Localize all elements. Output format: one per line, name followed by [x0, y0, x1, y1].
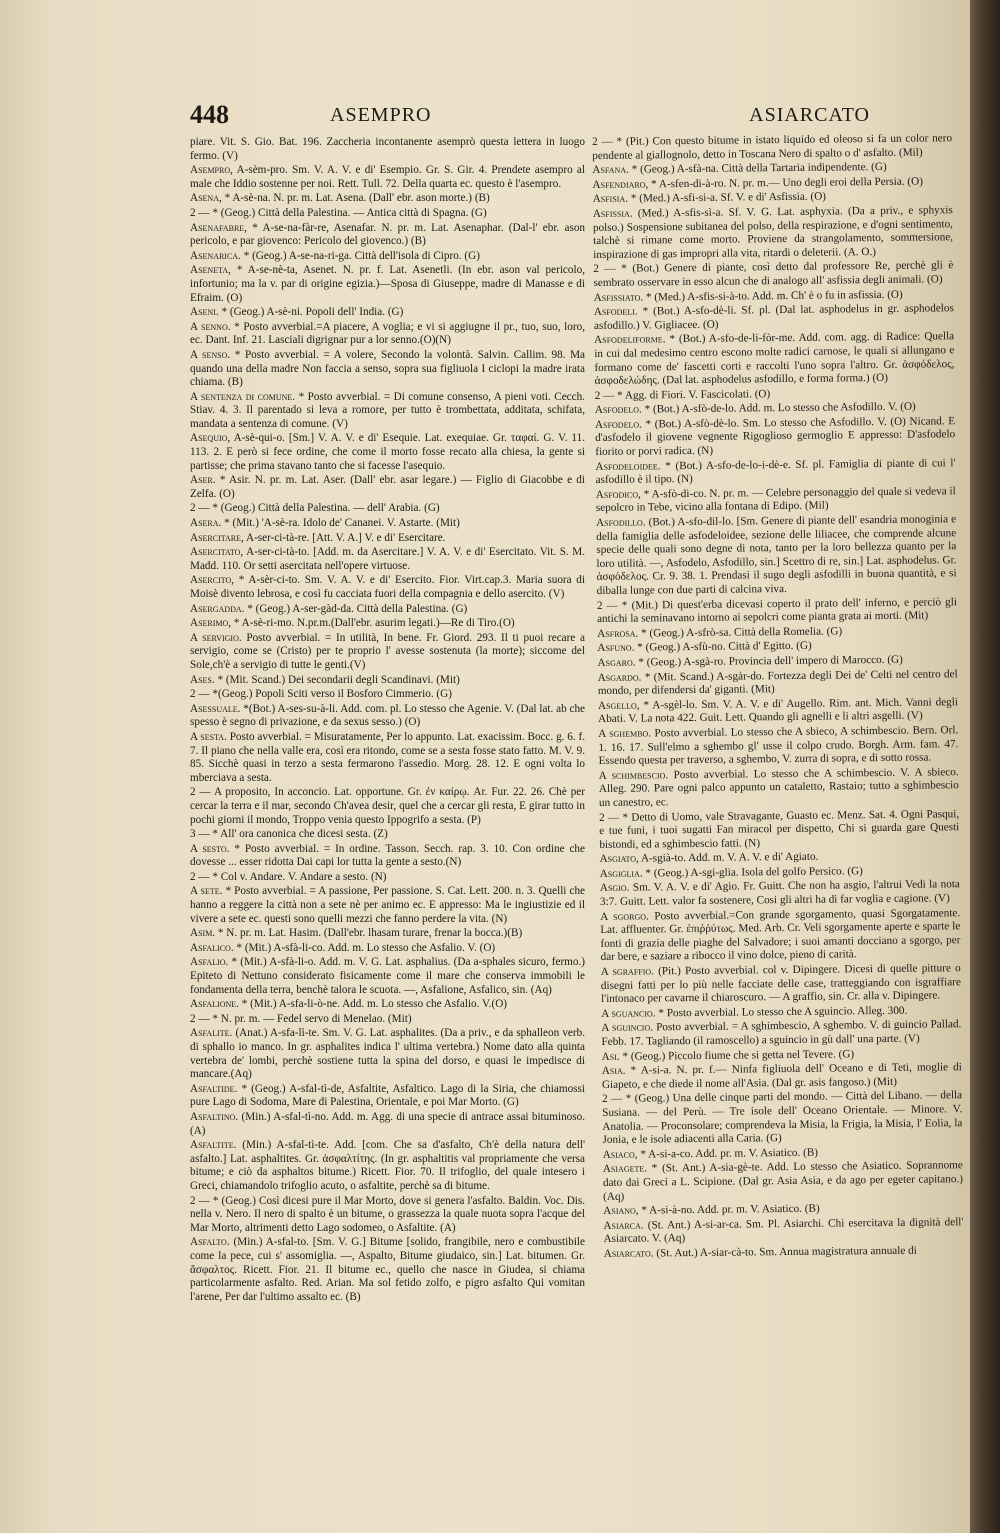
entry-lemma: Asfodico, [595, 488, 641, 501]
dictionary-entry [190, 306, 585, 320]
entry-lemma: Asempro, [190, 164, 233, 177]
entry-lemma: A schimbescio. [598, 768, 669, 782]
dictionary-entry [593, 204, 954, 262]
entry-text: * A-si-a. N. pr. f.— Ninfa figliuola dell' Oceano e di Teti, moglie di Giapeto, e che diede il nome all'Asia. (Dal gr. asis fangoso.) (Mit) [601, 1061, 962, 1091]
entry-text: A proposito, In acconcio. Lat. opportune. Gr. ἐν καίρῳ. Ar. Fur. 22. 26. Chè per cercar la terra e il mar, secondo Ch'avea desir, quel che a cercar gli resta, E girar tutto in pochi giorni il mondo, Troppo venia questo Ippogrifo a sesta. (P) [190, 786, 585, 826]
entry-text: * Posto avverbial. = Di comune consenso, A pieni voti. Cecch. Stiav. 4. 3. Il parentado si leva a romore, per tutto è trombettata, additata, schifata, mandata a sentenza di comune. (V) [190, 390, 585, 430]
dictionary-entry [190, 1139, 585, 1193]
entry-lemma: Asfisia. [592, 193, 629, 206]
dictionary-entry [190, 502, 585, 516]
entry-lemma: Asfaltite. [190, 1139, 237, 1152]
dictionary-entry [190, 321, 585, 348]
entry-lemma: 2 — [190, 786, 211, 799]
dictionary-entry [599, 766, 959, 811]
entry-text: * Col v. Andare. V. Andare a sesto. (N) [212, 870, 387, 883]
dictionary-entry [190, 786, 585, 827]
dictionary-entry [190, 1013, 585, 1027]
entry-text: * (Geog.) Una delle cinque parti del mondo. — Città del Libano. — della Susiana. — del Perù. — Tre isole dell' Oceano Orientale. — Minore. V. Anatolia. — Proconsolare; comprendeva la Misia, la Frigia, la Misia, l' Eolia, la Jonia, e le isole adiacenti alla Caria. (G) [602, 1089, 963, 1147]
dictionary-entry [190, 474, 585, 501]
right-column [592, 132, 966, 1506]
entry-text: * A-sèr-ci-to. Sm. V. A. V. e di' Esercito. Fior. Virt.cap.3. Maria suora di Moisè divento lebrosa, e così fu cacciata fuori della compagnia e dello asercito. (V) [190, 574, 585, 600]
entry-lemma: 2 — [596, 599, 618, 612]
entry-lemma: Asfaltide. [190, 1082, 238, 1095]
entry-text: (St. Ant.) A-si-ar-ca. Sm. Pl. Asiarchi. Chi esercitava la dignità dell' Asiarcato. V. (Aq) [603, 1215, 964, 1246]
running-head-left: ASEMPRO [330, 104, 432, 126]
entry-text: Posto avverbial.=Con grande sgorgamento, quasi Sgorgatamente. Lat. affluenter. Gr. ἐπιῤῥύτως. Med. Arb. Cr. Veli sgorgamente aperte e sparte le fonti di grazia delle piaghe del Salvadore; i suoi amanti docciano a sgorgo, per dar bere, e saziare a ribocco il vino dolce, pieno di carità. [600, 906, 961, 964]
entry-text: * Detto di Uomo, vale Stravagante, Guasto ec. Menz. Sat. 4. Ogni Pasqui, e tue funi, i tuoi sugatti Fan miracol per dispetto, Chi si guarda gare Questi bistondi, ed a sghimbescio fatti. (N) [599, 807, 960, 851]
entry-lemma: Asfendiaro, [592, 178, 649, 191]
entry-text: * (Geog.) Città della Palestina. — Antica città di Spagna. (G) [212, 206, 487, 219]
entry-text: * Agg. di Fiori. V. Fascicolati. (O) [617, 387, 771, 402]
dictionary-entry [598, 724, 958, 769]
entry-lemma: A sete. [190, 885, 223, 898]
entry-text: * (Geog.) A-sfù-no. Città d' Egitto. (G) [637, 640, 812, 654]
entry-text: * N. pr. m. — Fedel servo di Menelao. (Mit) [212, 1012, 412, 1025]
entry-text: * Posto avverbial.=A piacere, A voglia; e vi si aggiugne il pr., tuo, suo, loro, ec. Dant. Inf. 21. Lasciali digrignar pur a lor senno.(O)(N) [190, 320, 585, 347]
entry-text: * (Mit. Scand.) A-sgàr-do. Fortezza degli Dei de' Celti nel centro del mondo, per difendersi da' giganti. (Mit) [597, 667, 958, 698]
dictionary-entry [190, 998, 585, 1012]
book-edge [970, 0, 1000, 1533]
dictionary-entry [190, 546, 585, 573]
dictionary-entry [594, 302, 954, 333]
entry-text: (Min.) A-sfal-to. [Sm. V. G.] Bitume [solido, frangibile, nero e combustibile come la pece, cui s' assomiglia. —, Aspalto, Bitume giudaico, sin.] Lat. bitumen. Gr. ἄσφαλτος. Ricett. Fior. 21. Il bitume ec., quello che nasce in Giudea, si chiama particolarmente asfalto. Red. Arian. Ma sol fetido zolfo, e pigro asfalto Qui vomitan l'arene, Per dar l'ultimo assalto ec. (B) [190, 1236, 585, 1303]
dictionary-entry [601, 962, 961, 1007]
dictionary-entry [190, 207, 585, 221]
dictionary-entry [190, 264, 585, 305]
entry-text: Posto avverbial. Lo stesso che A schimbescio. V. A sbieco. Alleg. 290. Pare ogni palco appunto un cataletto, Rastaio; tutto a sghimbescio un canestro, ec. [598, 765, 959, 809]
running-head-right: ASIARCATO [749, 104, 870, 126]
entry-text: * A-si-à-no. Add. pr. m. V. Asiatico. (B) [641, 1202, 820, 1217]
entry-text: * (Mit.) A-sfà-li-o. Add. m. V. G. Lat. asphalius. (Da a-sphales sicuro, fermo.) Epiteto di Nettuno considerato fisicamente come il mare che conserva immobili le fondamenta della terra, benchè talora le scuota. —, Asfalione, Asfalico, sin. (Aq) [190, 956, 585, 996]
dictionary-entry [599, 808, 959, 853]
entry-lemma: Asfodelo. [594, 403, 642, 417]
entry-lemma: Aseneta, [190, 264, 231, 277]
dictionary-entry [602, 1061, 962, 1092]
entry-lemma: Aseni. [190, 306, 219, 319]
entry-text: * A-sè-ri-mo. N.pr.m.(Dall'ebr. asurim legati.)—Re di Tiro.(O) [233, 617, 515, 630]
entry-lemma: 2 — [599, 811, 620, 824]
dictionary-entry [592, 132, 952, 163]
entry-text: * (Geog.) A-sgi-glia. Isola del golfo Persico. (G) [645, 865, 863, 880]
dictionary-entry [603, 1216, 963, 1247]
entry-text: * A-sgèl-lo. Sm. V. A. V. e di' Augello. Rim. ant. Mich. Vanni degli Abati. V. La nota 422. Guit. Lett. Quando gli agnelli e li altri asgelli. (V) [598, 695, 959, 726]
dictionary-entry [190, 1236, 585, 1304]
entry-text: * A-si-a-co. Add. pr. m. V. Asiatico. (B) [640, 1146, 819, 1161]
dictionary-entry [190, 432, 585, 473]
dictionary-entry [190, 731, 585, 785]
entry-text: * (Geog.) A-sfà-na. Città della Tartaria indipendente. (G) [631, 161, 887, 176]
entry-lemma: Ases. [190, 673, 215, 686]
entry-lemma: Asfalione. [190, 998, 239, 1011]
entry-text: * (Geog.) Piccolo fiume che si getta nel Tevere. (G) [622, 1047, 855, 1063]
entry-lemma: Aserimo, [190, 617, 232, 630]
dictionary-entry [190, 617, 585, 631]
entry-lemma: A senno. [190, 320, 231, 333]
dictionary-entry [190, 1195, 585, 1236]
entry-lemma: 2 — [190, 870, 210, 883]
entry-text: (Bot.) A-sfo-dil-lo. [Sm. Genere di piante dell' esandria monoginia e della famiglia delle asfodeloidee, sezione delle liliacee, che comprende alcune specie delle quali sono degne di nota, tanto per la loro bellezza quanto per la loro utilità. —, Asfodelo, Asfodillo, sin.] Scettro di re, sin.] Lat. asphodelus. Gr. ἀσφόδελος. Cr. 9. 38. 1. Prendasi il sugo degli asfodilli in buona quantità, e si diballa lunge con due parti di calcina viva. [596, 513, 957, 597]
entry-lemma: Asiano, [603, 1204, 639, 1218]
entry-text: * Posto avverbial. = A volere, Secondo la volontà. Salvin. Callim. 98. Ma quando una della madre Non faccia a senso, sopra sua figliuola I ciclopi la madre irata chiama. (B) [190, 348, 585, 389]
entry-lemma: Asgello, [597, 699, 640, 712]
entry-lemma: Asi. [601, 1050, 620, 1063]
entry-text: Posto avverbial. Lo stesso che A sbieco, A schimbescio. Bern. Orl. 1. 16. 17. Sull'elmo a sghembo gl' usse il colpo crudo. Borgh. Arm. fam. 47. Essendo questa per traverso, a sghembo, V. zurra di sopra, e di sotto rossa. [598, 724, 959, 768]
entry-text: (St. Aut.) A-siar-cà-to. Sm. Annua magistratura annuale di [656, 1244, 917, 1260]
entry-text: (Anat.) A-sfa-lì-te. Sm. V. G. Lat. asphalites. (Da a priv., e da sphalleon verb. di sphallo io manco. In gr. asphalites indica l' ultima vertebra.) Nome dato alla quinta vertebra de' lombi, perchè sostiene tutta la spina del dorso, e quasi le impedisce di mancare.(Aq) [190, 1027, 585, 1081]
dictionary-entry [190, 574, 585, 601]
entry-lemma: Asiagete. [602, 1162, 648, 1176]
entry-lemma: 3 — [190, 828, 210, 841]
entry-lemma: Asena, [190, 192, 222, 205]
entry-lemma: Asfissiato. [593, 291, 644, 304]
dictionary-entry [190, 956, 585, 997]
dictionary-entry [190, 632, 585, 673]
entry-lemma: A senso. [190, 348, 231, 361]
entry-lemma: A servigio. [190, 631, 242, 644]
entry-lemma: Asiaco, [602, 1148, 638, 1161]
entry-text: Posto avverbial. = A sghimbescio, A sghembo. V. di guincio Pallad. Febb. 17. Tagliando (il ramoscello) a sguincio in gù dall' una parte. (V) [601, 1018, 962, 1048]
entry-text: *(Geog.) Popoli Sciti verso il Bosforo Cimmerio. (G) [212, 688, 452, 701]
entry-lemma: Asim. [190, 927, 216, 940]
entry-text: * A-se-na-fàr-re, Asenafar. N. pr. m. Lat. Asenaphar. (Dal-l' ebr. ason pericolo, e par giovenco: Pericolo del giovenco.) (B) [190, 221, 585, 248]
entry-text: (Min.) A-sfal-tì-te. Add. [com. Che sa d'asfalto, Ch'è della natura dell' asfalto.] Lat. asphaltites. Gr. ἀσφαλτίτης. (In gr. asphaltitis val propriamente che versa bitume; e ciò da asphaltos bitume.) Ricett. Fior. 70. Il trifoglio, del quale intesero i Greci, chiamandolo trifoglio acuto, o asfaltite, perchè sa di bitume. [190, 1139, 585, 1192]
entry-text: Sm. V. A. V. e di' Agio. Fr. Guitt. Che non ha asgio, l'altrui Vedi la nota 3:7. Guitt. Lett. valor fa sostenere, Cosi gli altri ha di far voglia e cagione. (V) [599, 878, 960, 909]
entry-text: * (Pit.) Con questo bitume in istato liquido ed oleoso si fa un color nero pendente al giallognolo, detto in Toscana Nero di spalto o d' asfalto. (Mil) [592, 132, 953, 162]
entry-lemma: Asfodillo. [595, 516, 646, 530]
entry-text: Posto avverbial. = In utilità, In bene. Fr. Giord. 293. Il ti puoi recare a servigio, come se (Cristo) per te proprio l' avesse sostenuta (la morte); siccome del Sole,ch'è a servigio di tutte le genti.(V) [190, 631, 585, 671]
entry-text: A-ser-ci-tà-re. [Att. V. A.] V. e di' Esercitare. [245, 531, 446, 544]
entry-lemma: A sgorgo. [600, 910, 649, 923]
entry-lemma: 2 — [593, 263, 616, 276]
dictionary-entry [596, 485, 956, 516]
dictionary-entry [190, 871, 585, 885]
entry-text: * (Bot.) Genere di piante, così detto dal professore Re, perchè gli è sembrato osservare in esso alcun che di analogo all' asfissia degli animali. (O) [593, 259, 954, 289]
entry-text: (Min.) A-sfal-tì-no. Add. m. Agg. di una specie di antrace assai bituminoso. (A) [190, 1110, 585, 1137]
entry-text: A-sè-qui-o. [Sm.] V. A. V. e di' Esequie. Lat. exequiae. Gr. ταφαί. G. V. 11. 113. 2. E però si fece ordine, che come il morto fosse recato alla chiesa, la gente si partisse; che prima stavano tanto che si facesse l'asequio. [190, 432, 585, 472]
entry-text: * (Geog.) Città della Palestina. — dell' Arabia. (G) [212, 502, 440, 515]
page-number: 448 [190, 100, 229, 129]
entry-lemma: 2 — [592, 135, 613, 148]
entry-lemma: Asfalio. [190, 956, 229, 969]
entry-text: * (Geog.) A-sè-ni. Popoli dell' India. (G) [221, 306, 404, 319]
entry-text: * (Bot.) A-sfo-de-lo-i-dè-e. Sf. pl. Famiglia di piante di cui l' asfodillo è il tipo. (N) [595, 456, 956, 487]
dictionary-entry [190, 164, 585, 191]
dictionary-entry [190, 828, 585, 842]
dictionary-entry [598, 668, 958, 699]
entry-lemma: Aser. [190, 474, 216, 487]
dictionary-entry [190, 517, 585, 531]
dictionary-entry [190, 885, 585, 926]
dictionary-entry [190, 1111, 585, 1138]
dictionary-entry [593, 260, 953, 291]
entry-text: * Posto avverbial. = A passione, Per passione. S. Cat. Lett. 200. n. 3. Quelli che hanno a reggere la città non a sete nè per animo ec. E appresso: Ma le ingiustizie ed il vivere a sete ec. questi sono quelli mezzi che fanno perdere la vita. (N) [190, 885, 585, 925]
entry-lemma: Asercito, [190, 574, 235, 587]
entry-text: piare. Vit. S. Gio. Bat. 196. Zaccheria incontanente asemprò questa lettera in luogo fermo. (V) [190, 136, 585, 162]
entry-lemma: Asfalite. [190, 1027, 233, 1040]
entry-text: * A-sè-na. N. pr. m. Lat. Asena. (Dall' ebr. ason morte.) (B) [224, 192, 490, 205]
dictionary-entry [190, 349, 585, 390]
dictionary-entry [190, 136, 585, 163]
entry-lemma: Asfalico. [190, 941, 234, 954]
entry-text: Posto avverbial. = Misuratamente, Per lo appunto. Lat. exacissim. Bocc. g. 6. f. 7. Il piano che nella valle era, così era ritondo, come se a sesta fosse stato fatto. M. V. 9. 85. Sicchè quasi in terzo a sesta fermarono l'assedio. Morg. 28. 12. E ogni volta lo mberciava a sesta. [190, 730, 585, 784]
entry-text: * (Mit. Scand.) Dei secondarii degli Scandinavi. (Mit) [217, 673, 460, 686]
entry-lemma: Asfalto. [190, 1236, 230, 1249]
entry-lemma: A sghembo. [598, 727, 652, 740]
entry-lemma: A sentenza di comune. [190, 390, 296, 403]
left-column [190, 136, 585, 1506]
entry-text: (Med.) A-sfis-sì-a. Sf. V. G. Lat. asphyxia. (Da a priv., e sphyxis polso.) Sospensione subitanea del polso, della respirazione, e d'ogni sentimento, talchè si rimane come morto. Proviene da strangolamento, sommersione, inspirazione di gas impropri alla vita, ritardi o deleterii. (A. O.) [592, 204, 954, 261]
entry-text: * A-se-nè-ta, Asenet. N. pr. f. Lat. Asenetli. (In ebr. ason val pericolo, infortunio; ma la v. par di origine egizia.)—Sposa di Giuseppe, madre di Manasse e di Efraim. (O) [190, 264, 585, 304]
dictionary-entry [594, 331, 955, 389]
entry-text: * (Bot.) A-sfò-dè-lo. Sm. Lo stesso che Asfodillo. V. (O) Nicand. E d'asfodelo il giovene vegnente Rigoglioso germoglio E appresso: D'asfodelo fiorito or porvi radica. (N) [595, 415, 956, 459]
dictionary-entry [602, 1090, 963, 1148]
entry-text: * (Geog.) A-sfrò-sa. Città della Romelia. (G) [641, 625, 843, 640]
entry-lemma: Asfuno. [597, 641, 635, 655]
entry-text: * (Bot.) A-sfò-de-lo. Add. m. Lo stesso che Asfodillo. V. (O) [644, 400, 916, 416]
entry-lemma: A sesto. [190, 842, 230, 855]
entry-lemma: Asfaltino. [190, 1110, 239, 1123]
entry-text: * (Med.) A-sfi-si-a. Sf. V. e di' Asfissia. (O) [630, 190, 827, 205]
entry-text: * N. pr. m. Lat. Hasim. (Dall'ebr. lhasam turare, frenar la bocca.)(B) [217, 927, 523, 940]
dictionary-entry [190, 603, 585, 617]
entry-text: * A-sfen-di-à-ro. N. pr. m.— Uno degli eroi della Persia. (O) [651, 175, 923, 191]
entry-lemma: Asfana. [592, 163, 629, 177]
entry-lemma: Asercitato, [190, 546, 244, 559]
entry-lemma: Asgardo. [597, 671, 642, 684]
entry-lemma: Asfissia. [592, 207, 633, 220]
dictionary-entry [190, 674, 585, 688]
entry-lemma: A sguincio. [601, 1021, 654, 1035]
entry-text: * A-sfò-di-co. N. pr. m. — Celebre personaggio del quale si vedeva il sepolcro in Tebe, vicino alla fontana di Edipo. (Mil) [595, 485, 956, 515]
entry-lemma: Asfodeloidee. [595, 459, 661, 473]
entry-lemma: Asercitare, [190, 531, 244, 544]
entry-lemma: Asgiato, [599, 852, 639, 866]
dictionary-entry [190, 1027, 585, 1081]
dictionary-entry [190, 391, 585, 432]
entry-lemma: 2 — [190, 1194, 210, 1207]
entry-lemma: Asergadda. [190, 602, 245, 615]
entry-text: * Posto avverbial. Lo stesso che A sguincio. Alleg. 300. [658, 1004, 908, 1020]
entry-text: * (Med.) A-sfis-si-à-to. Add. m. Ch' è o fu in asfissia. (O) [645, 288, 903, 303]
entry-lemma: A sguancio. [601, 1007, 656, 1020]
entry-lemma: 2 — [594, 389, 615, 402]
entry-text: * (Geog.) A-se-na-ri-ga. Città dell'isola di Cipro. (G) [243, 249, 480, 262]
dictionary-entry [190, 250, 585, 264]
entry-lemma: Asia. [601, 1064, 626, 1078]
dictionary-entry [603, 1160, 963, 1205]
dictionary-entry [595, 415, 955, 460]
entry-text: * (Geog.) A-ser-gàd-da. Città della Palestina. (G) [247, 602, 468, 615]
dictionary-entry [190, 192, 585, 206]
entry-text: * Asir. N. pr. m. Lat. Aser. (Dall' ebr. asar legare.) — Figlio di Giacobbe e di Zelfa. (O) [190, 474, 585, 500]
entry-lemma: 2 — [190, 688, 210, 701]
entry-text: A-ser-ci-tà-to. [Add. m. da Asercitare.] V. A. V. e di' Esercitato. Vit. S. M. Madd. 110. Or setti asercitata nell'opere virtuose. [190, 546, 585, 572]
entry-text: * (Mit.) 'A-sè-ra. Idolo de' Cananei. V. Astarte. (Mit) [224, 517, 460, 530]
dictionary-entry [190, 942, 585, 956]
dictionary-entry [600, 907, 961, 965]
dictionary-entry [595, 457, 955, 488]
entry-lemma: 2 — [602, 1093, 623, 1106]
entry-lemma: Asiarcato. [603, 1247, 654, 1260]
entry-lemma: A sesta. [190, 730, 227, 743]
dictionary-entry [600, 879, 960, 910]
dictionary-entry [190, 927, 585, 941]
page-header [190, 100, 870, 134]
entry-lemma: Asfodeli. [593, 305, 638, 319]
entry-lemma: A sgraffio. [600, 965, 654, 978]
entry-lemma: Asgio. [599, 882, 630, 895]
entry-text: * (Bot.) A-sfo-de-li-fòr-me. Add. com. agg. di Radice: Quella in cui dal medesimo centro escono molte radici carnose, le quali si allungano e formano come de' fascetti corti e raccolti l'uno sopra l'altro. Gr. ἀσφόδελος, ἀσφοδελώδης. (Dal lat. asphodelus asfodillo, e forma forma.) (O) [594, 330, 955, 388]
entry-lemma: 2 — [190, 502, 210, 515]
entry-text: A-sgià-to. Add. m. V. A. V. e di' Agiato. [640, 850, 819, 865]
entry-text: * (Mit.) A-sfa-li-ò-ne. Add. m. Lo stesso che Asfalio. V.(O) [241, 998, 508, 1011]
entry-lemma: Asessuale. [190, 702, 241, 715]
dictionary-entry [190, 222, 585, 249]
entry-text: * (Mit.) Di quest'erba dicevasi coperto il prato dell' inferno, e perciò gli antichi la seminavano intorno ai sepolcri come pianta grata ai morti. (Mit) [596, 595, 957, 626]
entry-lemma: Asenarica. [190, 249, 241, 262]
entry-text: * All' ora canonica che dicesi sesta. (Z) [212, 828, 388, 841]
entry-lemma: Asgaro. [597, 656, 636, 669]
entry-text: *(Bot.) A-ses-su-à-li. Add. com. pl. Lo stesso che Agenie. V. (Dal lat. ab che spesso è segno di privazione, e da sexus sesso.) (O) [190, 702, 585, 729]
dictionary-entry [190, 1083, 585, 1110]
entry-lemma: Asiarca. [603, 1219, 644, 1232]
entry-lemma: Asgiglia. [599, 867, 643, 880]
dictionary-entry [601, 1019, 961, 1050]
entry-text: * (St. Ant.) A-sia-gè-te. Add. Lo stesso che Asiatico. Soprannome dato dai Greci a L. Scipione. (Dal gr. Asia Asia, e da ago per egeter capitano.) (Aq) [602, 1159, 964, 1203]
entry-lemma: Asera. [190, 517, 222, 530]
entry-lemma: Asfodeliforme. [594, 333, 666, 347]
entry-text: * Posto avverbial. = In ordine. Tasson. Secch. rap. 3. 10. Con ordine che dovesse ... esser ridotta Dai capi lor tutta la gente a sesto.(N) [190, 842, 585, 869]
dictionary-entry [190, 688, 585, 702]
entry-text: * (Geog.) A-sgà-ro. Provincia dell' impero di Marocco. (G) [638, 653, 903, 669]
dictionary-entry [190, 843, 585, 870]
dictionary-entry [190, 703, 585, 730]
dictionary-entry [598, 696, 958, 727]
dictionary-entry [604, 1244, 964, 1261]
entry-lemma: Asenafabre, [190, 221, 247, 234]
entry-lemma: Asfrosa. [597, 627, 639, 640]
entry-text: (Pit.) Posto avverbial. col v. Dipingere. Dicesi di quelle pitture o disegni fatti per lo più nelle facciate delle case, tratteggiando con isgraffiare l'intonaco per cavarne il chiaroscuro. — A graffio, sin. Cr. alla v. Dipingere. [600, 962, 961, 1006]
entry-text: * (Bot.) A-sfo-dè-li. Sf. pl. (Dal lat. asphodelus in gr. asphodelos asfodillo.) V. Gigliacee. (O) [593, 302, 954, 332]
entry-lemma: Asequio, [190, 432, 231, 445]
dictionary-entry [190, 532, 585, 546]
entry-text: A-sèm-pro. Sm. V. A. V. e di' Esempio. Gr. S. Gir. 4. Prendete asempro al male che Iddio sostenne per noi. Rett. Tull. 72. Della quarta ec. questo è l'asempro. [190, 164, 585, 190]
dictionary-entry [596, 513, 957, 598]
entry-lemma: 2 — [190, 1012, 210, 1025]
entry-lemma: 2 — [190, 206, 210, 219]
entry-text: * (Mit.) A-sfà-li-co. Add. m. Lo stesso che Asfalio. V. (O) [236, 941, 496, 954]
entry-lemma: Asfodelo. [594, 418, 642, 431]
dictionary-entry [597, 596, 957, 627]
entry-text: * (Geog.) Così dicesi pure il Mar Morto, dove si genera l'asfalto. Baldin. Voc. Dis. nella v. Nero. Il nero di spalto è un bitume, o grassezza la quale nuota sopra l'acque del Mar Morto, altrimenti detto Lago sodomeo, o Asfaltite. (A) [190, 1194, 585, 1234]
entry-text: * (Geog.) A-sfal-tì-de, Asfaltite, Asfaltico. Lago di la Siria, che chiamossi pure Lago di Sodoma, Mare di Palestina, Orientale, e poi Mar Morto. (G) [190, 1082, 585, 1109]
